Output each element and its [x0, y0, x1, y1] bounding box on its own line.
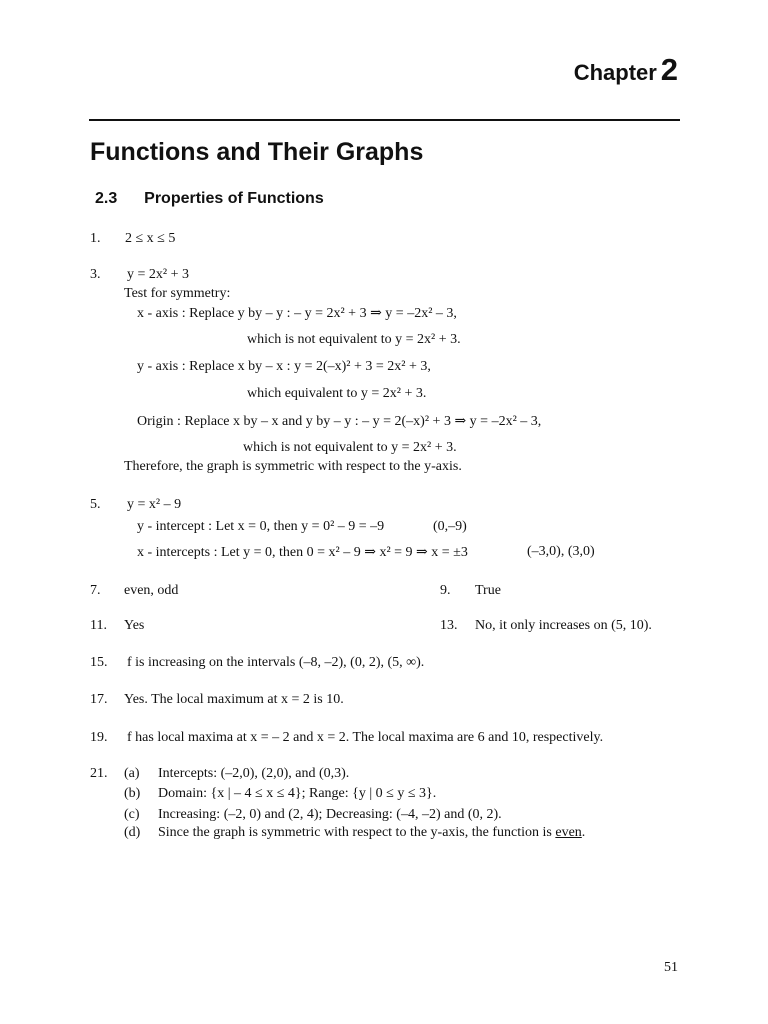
problem-number: 1.: [90, 231, 101, 246]
answer-text: f has local maxima at x = – 2 and x = 2. The local maxima are 6 and 10, respectively.: [127, 730, 604, 745]
y-intercept-point: (0,–9): [433, 519, 467, 534]
part-label: (a): [124, 766, 140, 781]
problem-number: 17.: [90, 692, 108, 707]
answer-text: Yes. The local maximum at x = 2 is 10.: [124, 692, 344, 707]
chapter-heading: [574, 52, 678, 88]
part-label: (d): [124, 825, 141, 840]
chapter-word: Chapter: [573, 60, 657, 85]
section-title: Properties of Functions: [144, 190, 324, 207]
symmetry-note: which equivalent to y = 2x² + 3.: [247, 386, 427, 401]
symmetry-origin: Origin : Replace x by – x and y by – y : – y = 2(–x)² + 3 ⇒ y = –2x² – 3,: [137, 414, 542, 429]
answer-text: True: [475, 583, 501, 598]
symmetry-note: which is not equivalent to y = 2x² + 3.: [247, 332, 461, 347]
answer-text: No, it only increases on (5, 10).: [475, 618, 652, 633]
part-label: (b): [124, 786, 141, 801]
instruction-text: Test for symmetry:: [124, 286, 231, 301]
part-label: (c): [124, 807, 140, 822]
part-text: Increasing: (–2, 0) and (2, 4); Decreasing: (–4, –2) and (0, 2).: [158, 807, 502, 822]
problem-number: 13.: [440, 618, 458, 633]
part-text: Intercepts: (–2,0), (2,0), and (0,3).: [158, 766, 350, 781]
symmetry-x-axis: x - axis : Replace y by – y : – y = 2x² + 3 ⇒ y = –2x² – 3,: [137, 306, 457, 321]
answer-text: f is increasing on the intervals (–8, –2), (0, 2), (5, ∞).: [127, 655, 425, 670]
problem-number: 9.: [440, 583, 451, 598]
problem-number: 11.: [90, 618, 107, 633]
x-intercepts-points: (–3,0), (3,0): [527, 544, 595, 559]
page-title: Functions and Their Graphs: [90, 138, 424, 166]
equation: y = 2x² + 3: [127, 267, 189, 282]
problem-number: 3.: [90, 267, 101, 282]
answer-text: Yes: [124, 618, 145, 633]
section-heading: [95, 190, 324, 208]
problem-number: 15.: [90, 655, 108, 670]
symmetry-note: which is not equivalent to y = 2x² + 3.: [243, 440, 457, 455]
answer-text: even, odd: [124, 583, 179, 598]
symmetry-y-axis: y - axis : Replace x by – x : y = 2(–x)² + 3 = 2x² + 3,: [137, 359, 431, 374]
problem-number: 5.: [90, 497, 101, 512]
problem-number: 21.: [90, 766, 108, 781]
equation: y = x² – 9: [127, 497, 182, 512]
answer-text: 2 ≤ x ≤ 5: [125, 231, 176, 246]
conclusion-text: Therefore, the graph is symmetric with respect to the y-axis.: [124, 459, 462, 474]
part-text: Domain: {x | – 4 ≤ x ≤ 4}; Range: {y | 0 ≤ y ≤ 3}.: [158, 786, 437, 801]
section-number: 2.3: [95, 190, 118, 207]
chapter-number: 2: [660, 52, 678, 87]
underlined-answer: even: [555, 825, 582, 840]
x-intercepts-line: x - intercepts : Let y = 0, then 0 = x² – 9 ⇒ x² = 9 ⇒ x = ±3: [137, 545, 468, 560]
part-text: Since the graph is symmetric with respect to the y-axis, the function is: [158, 825, 552, 840]
problem-number: 19.: [90, 730, 108, 745]
part-text-line: [158, 825, 585, 841]
page-number: 51: [664, 960, 678, 975]
y-intercept-line: y - intercept : Let x = 0, then y = 0² – 9 = –9: [137, 519, 385, 534]
period: .: [581, 825, 586, 840]
header-rule: [89, 119, 680, 121]
problem-number: 7.: [90, 583, 101, 598]
